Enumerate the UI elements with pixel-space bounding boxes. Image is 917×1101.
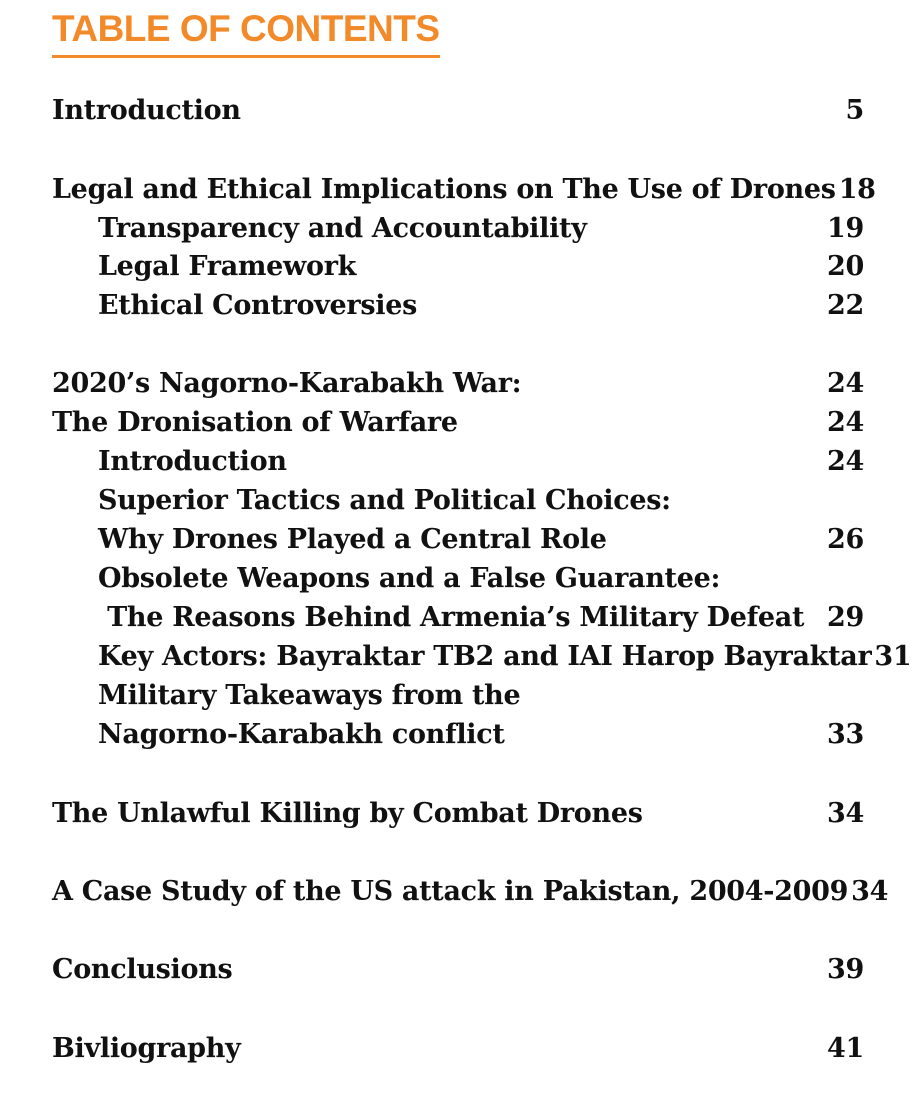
toc-entry-page: 34 [827, 798, 864, 829]
toc-subentry-why-drones[interactable] [98, 522, 864, 558]
page-title: TABLE OF CONTENTS [52, 8, 440, 49]
toc-entry-label: A Case Study of the US attack in Pakistan, 2004-2009 [52, 876, 849, 907]
toc-entry-page: 20 [827, 251, 864, 282]
toc-entry-conclusions[interactable] [52, 952, 864, 988]
toc-entry-nagorno-war[interactable] [52, 366, 864, 402]
toc-entry-page: 24 [827, 446, 864, 477]
toc-entry-dronisation[interactable] [52, 405, 864, 441]
toc-entry-label: The Unlawful Killing by Combat Drones [52, 798, 643, 829]
toc-subentry-superior-tactics[interactable] [98, 483, 864, 519]
toc-entry-bibliography[interactable] [52, 1031, 864, 1067]
toc-subentry-ethical-controversies[interactable] [98, 288, 864, 324]
toc-entry-page: 22 [827, 290, 864, 321]
toc-subentry-introduction[interactable] [98, 444, 864, 480]
toc-entry-legal-ethical[interactable] [52, 172, 876, 208]
toc-entry-label: Bivliography [52, 1033, 241, 1064]
toc-entry-page: 24 [827, 368, 864, 399]
toc-entry-page: 33 [827, 719, 864, 750]
toc-entry-page: 29 [827, 602, 864, 633]
toc-entry-label: Introduction [52, 95, 241, 126]
toc-subentry-nagorno-conflict[interactable] [98, 717, 864, 753]
toc-entry-page: 34 [851, 876, 889, 907]
toc-entry-page: 41 [827, 1033, 864, 1064]
toc-entry-page: 31 [874, 641, 912, 672]
toc-entry-page: 26 [827, 524, 864, 555]
toc-entry-introduction[interactable] [52, 93, 864, 129]
toc-entry-label: Key Actors: Bayraktar TB2 and IAI Harop Bayraktar [98, 641, 872, 672]
toc-subentry-legal-framework[interactable] [98, 249, 864, 285]
toc-entry-label: Conclusions [52, 954, 233, 985]
toc-entry-label: The Dronisation of Warfare [52, 407, 458, 438]
toc-entry-page: 19 [827, 213, 864, 244]
toc-entry-label: Why Drones Played a Central Role [98, 524, 607, 555]
toc-subentry-obsolete-weapons[interactable] [98, 561, 864, 597]
toc-subentry-armenia-defeat[interactable] [98, 600, 864, 636]
toc-subentry-military-takeaways[interactable] [98, 678, 864, 714]
toc-entry-page: 18 [838, 174, 876, 205]
toc-subentry-transparency[interactable] [98, 211, 864, 247]
toc-entry-page: 39 [827, 954, 864, 985]
toc-entry-label: The Reasons Behind Armenia’s Military Defeat [98, 602, 805, 633]
toc-entry-label: Introduction [98, 446, 287, 477]
toc-entry-label: Legal Framework [98, 251, 357, 282]
toc-entry-label: Superior Tactics and Political Choices: [98, 485, 671, 516]
toc-entry-label: Transparency and Accountability [98, 213, 587, 244]
toc-subentry-key-actors[interactable] [98, 639, 912, 675]
toc-entry-label: Ethical Controversies [98, 290, 417, 321]
toc-heading-block [52, 6, 440, 58]
toc-entry-label: Nagorno-Karabakh conflict [98, 719, 505, 750]
title-underline [52, 55, 440, 58]
toc-entry-unlawful-killing[interactable] [52, 796, 864, 832]
toc-entry-label: Obsolete Weapons and a False Guarantee: [98, 563, 721, 594]
toc-entry-label: 2020’s Nagorno-Karabakh War: [52, 368, 522, 399]
toc-entry-case-study[interactable] [52, 874, 889, 910]
toc-entry-label: Military Takeaways from the [98, 680, 521, 711]
toc-entry-page: 24 [827, 407, 864, 438]
toc-entry-label: Legal and Ethical Implications on The Use of Drones [52, 174, 836, 205]
toc-entry-page: 5 [845, 95, 864, 126]
